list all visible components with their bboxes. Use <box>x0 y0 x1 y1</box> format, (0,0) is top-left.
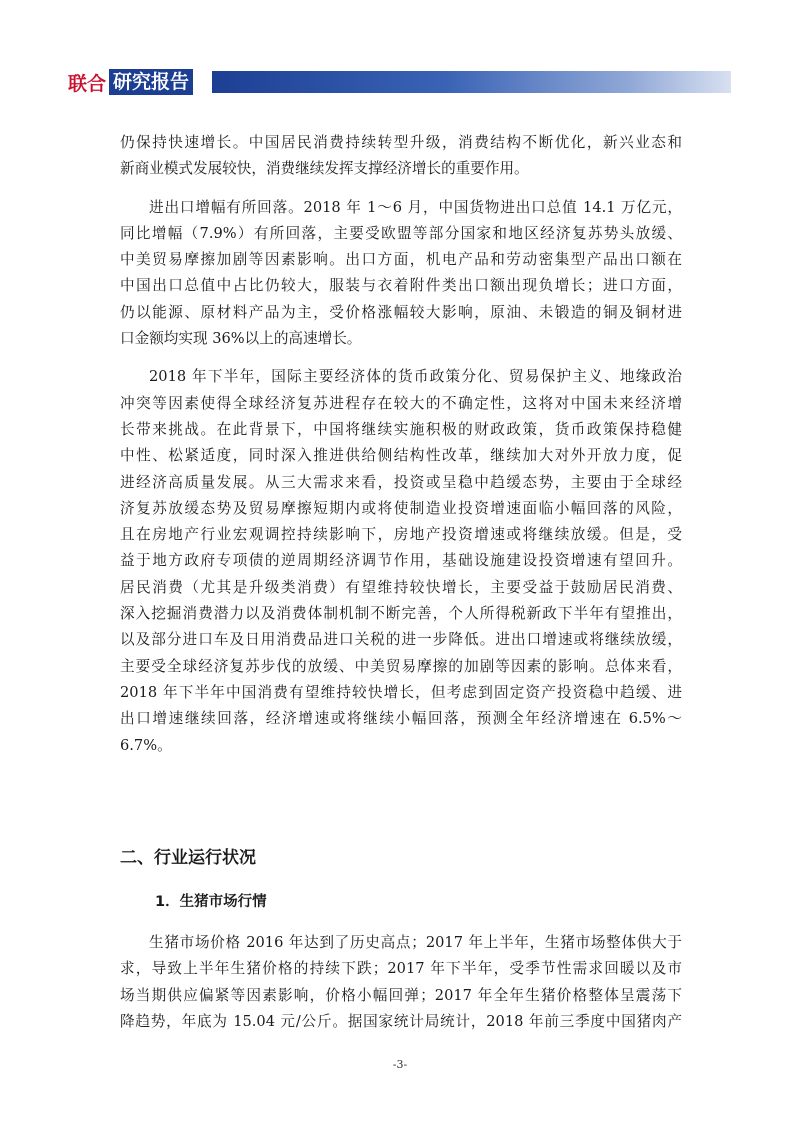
text-line: 同比增幅（7.9%）有所回落，主要受欧盟等部分国家和地区经济复苏势头放缓、 <box>120 224 682 242</box>
text-line: 济复苏放缓态势及贸易摩擦短期内或将使制造业投资增速面临小幅回落的风险， <box>120 499 682 517</box>
text-line: 且在房地产行业宏观调控持续影响下，房地产投资增速或将继续放缓。但是，受 <box>120 526 682 544</box>
body-text-section-2 <box>120 930 682 1035</box>
text-line: 冲突等因素使得全球经济复苏进程存在较大的不确定性，这将对中国未来经济增 <box>120 394 682 412</box>
text-line: 新商业模式发展较快，消费继续发挥支撑经济增长的重要作用。 <box>120 160 529 178</box>
section-title: 二、行业运行状况 <box>120 848 256 868</box>
text-line: 益于地方政府专项债的逆周期经济调节作用，基础设施建设投资增速有望回升。 <box>120 552 682 570</box>
text-line: 6.7%。 <box>120 736 172 754</box>
text-line: 2018 年下半年中国消费有望维持较快增长，但考虑到固定资产投资稳中趋缓、进 <box>120 683 682 701</box>
text-line: 仍以能源、原材料产品为主，受价格涨幅较大影响，原油、未锻造的铜及铜材进 <box>120 303 682 321</box>
text-line: 居民消费（尤其是升级类消费）有望维持较快增长，主要受益于鼓励居民消费、 <box>120 578 682 596</box>
text-line: 中美贸易摩擦加剧等因素影响。出口方面，机电产品和劳动密集型产品出口额在 <box>120 251 682 269</box>
report-header <box>68 68 731 96</box>
text-line: 2018 年下半年，国际主要经济体的货币政策分化、贸易保护主义、地缘政治 <box>149 368 682 386</box>
paragraph-2 <box>120 195 682 353</box>
body-text <box>120 130 682 759</box>
logo-text-lianhe: 联合 <box>68 72 107 95</box>
text-line: 中性、松紧适度，同时深入推进供给侧结构性改革，继续加大对外开放力度，促 <box>120 447 682 465</box>
text-line: 生猪市场价格 2016 年达到了历史高点；2017 年上半年，生猪市场整体供大于 <box>149 934 682 951</box>
header-gradient-bar <box>212 71 731 93</box>
report-logo <box>68 68 193 96</box>
text-line: 口金额均实现 36%以上的高速增长。 <box>120 330 362 348</box>
paragraph-1 <box>120 130 682 183</box>
logo-text-report: 研究报告 <box>109 69 193 95</box>
text-line: 进经济高质量发展。从三大需求来看，投资或呈稳中趋缓态势，主要由于全球经 <box>120 473 682 491</box>
text-line: 求，导致上半年生猪价格的持续下跌；2017 年下半年，受季节性需求回暖以及市 <box>120 960 682 978</box>
paragraph-4 <box>120 930 682 1035</box>
text-line: 主要受全球经济复苏步伐的放缓、中美贸易摩擦的加剧等因素的影响。总体来看， <box>120 657 682 675</box>
paragraph-3 <box>120 364 682 758</box>
text-line: 仍保持快速增长。中国居民消费持续转型升级，消费结构不断优化，新兴业态和 <box>120 134 682 151</box>
text-line: 进出口增幅有所回落。2018 年 1～6 月，中国货物进出口总值 14.1 万亿元， <box>149 198 682 216</box>
sub-title: 1．生猪市场行情 <box>155 894 267 910</box>
text-line: 降趋势，年底为 15.04 元/公斤。据国家统计局统计，2018 年前三季度中国猪肉产 <box>120 1012 682 1030</box>
page-number: -3- <box>392 1058 408 1071</box>
text-line: 场当期供应偏紧等因素影响，价格小幅回弹；2017 年全年生猪价格整体呈震荡下 <box>120 986 682 1004</box>
text-line: 以及部分进口车及日用消费品进口关税的进一步降低。进出口增速或将继续放缓， <box>120 631 682 649</box>
text-line: 深入挖掘消费潜力以及消费体制机制不断完善，个人所得税新政下半年有望推出， <box>120 605 682 623</box>
text-line: 出口增速继续回落，经济增速或将继续小幅回落，预测全年经济增速在 6.5%～ <box>120 710 682 728</box>
text-line: 中国出口总值中占比仍较大，服装与衣着附件类出口额出现负增长；进口方面， <box>120 277 682 295</box>
text-line: 长带来挑战。在此背景下，中国将继续实施积极的财政政策，货币政策保持稳健 <box>120 420 682 438</box>
